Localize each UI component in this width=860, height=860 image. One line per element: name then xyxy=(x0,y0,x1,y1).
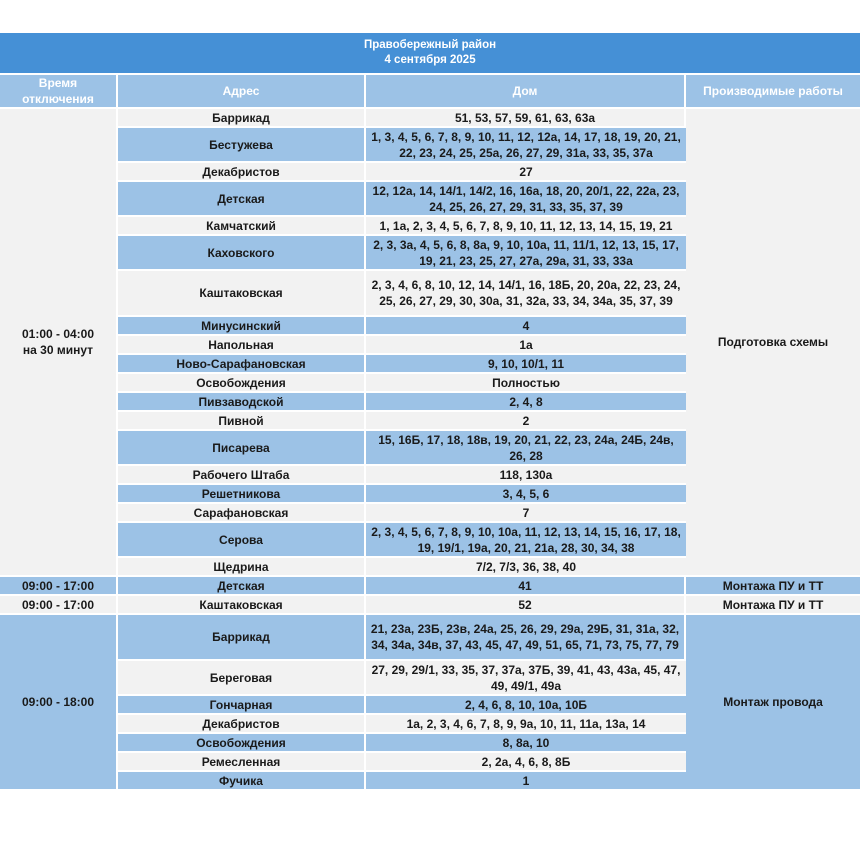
street-name: Ново-Сарафановская xyxy=(118,355,366,374)
street-name: Рабочего Штаба xyxy=(118,466,366,485)
house-numbers: 2, 4, 8 xyxy=(366,393,686,412)
house-numbers: 1, 3, 4, 5, 6, 7, 8, 9, 10, 11, 12, 12а, 14, 17, 18, 19, 20, 21, 22, 23, 24, 25, 25а, 26, 27, 29, 31а, 33, 35, 37а xyxy=(366,128,686,163)
house-numbers: 2, 3, 4, 6, 8, 10, 12, 14, 14/1, 16, 18Б, 20, 20а, 22, 23, 24, 25, 26, 27, 29, 30, 30а, 31, 32а, 33, 34, 34а, 35, 37, 39 xyxy=(366,271,686,317)
street-name: Береговая xyxy=(118,661,366,696)
street-name: Каштаковская xyxy=(118,596,366,615)
street-name: Камчатский xyxy=(118,217,366,236)
column-header-row xyxy=(0,75,860,109)
house-numbers: 1, 1а, 2, 3, 4, 5, 6, 7, 8, 9, 10, 11, 12, 13, 14, 15, 19, 21 xyxy=(366,217,686,236)
house-numbers: 1а, 2, 3, 4, 6, 7, 8, 9, 9а, 10, 11, 11а, 13а, 14 xyxy=(366,715,686,734)
house-numbers: 27 xyxy=(366,163,686,182)
work-description: Монтажа ПУ и ТТ xyxy=(686,596,860,615)
street-name: Бестужева xyxy=(118,128,366,163)
house-numbers: 51, 53, 57, 59, 61, 63, 63а xyxy=(366,109,686,128)
house-numbers: 21, 23а, 23Б, 23в, 24а, 25, 26, 29, 29а, 29Б, 31, 31а, 32, 34, 34а, 34в, 37, 43, 45, 47, 49, 51, 65, 71, 73, 75, 77, 79 xyxy=(366,615,686,661)
street-name: Детская xyxy=(118,577,366,596)
street-name: Фучика xyxy=(118,772,366,791)
outage-time-range: 09:00 - 18:00 xyxy=(21,695,95,709)
house-numbers: 2, 3, 4, 5, 6, 7, 8, 9, 10, 10а, 11, 12, 13, 14, 15, 16, 17, 18, 19, 19/1, 19а, 20, 21, 21а, 28, 30, 34, 38 xyxy=(366,523,686,558)
outage-time-range: 09:00 - 17:00 xyxy=(21,597,95,612)
house-numbers: 4 xyxy=(366,317,686,336)
house-numbers: 12, 12а, 14, 14/1, 14/2, 16, 16а, 18, 20, 20/1, 22, 22а, 23, 24, 25, 26, 27, 29, 31, 33, 35, 37, 39 xyxy=(366,182,686,217)
district-title: Правобережный район xyxy=(364,39,497,51)
outage-table xyxy=(0,33,860,791)
street-name: Освобождения xyxy=(118,734,366,753)
street-name: Баррикад xyxy=(118,109,366,128)
column-header-houses: Дом xyxy=(366,75,686,109)
house-numbers: 2, 2а, 4, 6, 8, 8Б xyxy=(366,753,686,772)
house-numbers: 2 xyxy=(366,412,686,431)
house-numbers: 2, 4, 6, 8, 10, 10а, 10Б xyxy=(366,696,686,715)
street-name: Освобождения xyxy=(118,374,366,393)
table-title-row xyxy=(0,33,860,75)
street-name: Писарева xyxy=(118,431,366,466)
work-description: Монтаж провода xyxy=(686,615,860,791)
house-numbers: 3, 4, 5, 6 xyxy=(366,485,686,504)
street-name: Пивзаводской xyxy=(118,393,366,412)
street-name: Детская xyxy=(118,182,366,217)
house-numbers: 2, 3, 3а, 4, 5, 6, 8, 8а, 9, 10, 10а, 11, 11/1, 12, 13, 15, 17, 19, 21, 23, 25, 27, 27а, 29а, 31, 33, 33а xyxy=(366,236,686,271)
house-numbers: 15, 16Б, 17, 18, 18в, 19, 20, 21, 22, 23, 24а, 24Б, 24в, 26, 28 xyxy=(366,431,686,466)
house-numbers: Полностью xyxy=(366,374,686,393)
house-numbers: 7/2, 7/3, 36, 38, 40 xyxy=(366,558,686,577)
street-name: Напольная xyxy=(118,336,366,355)
house-numbers: 8, 8а, 10 xyxy=(366,734,686,753)
outage-time-duration: на 30 минут xyxy=(22,343,94,357)
outage-time xyxy=(0,615,118,791)
column-header-address: Адрес xyxy=(118,75,366,109)
house-numbers: 1 xyxy=(366,772,686,791)
house-numbers: 1а xyxy=(366,336,686,355)
house-numbers: 118, 130а xyxy=(366,466,686,485)
street-name: Сарафановская xyxy=(118,504,366,523)
street-name: Минусинский xyxy=(118,317,366,336)
house-numbers: 7 xyxy=(366,504,686,523)
house-numbers: 27, 29, 29/1, 33, 35, 37, 37а, 37Б, 39, 41, 43, 43а, 45, 47, 49, 49/1, 49а xyxy=(366,661,686,696)
street-name: Пивной xyxy=(118,412,366,431)
house-numbers: 9, 10, 10/1, 11 xyxy=(366,355,686,374)
outage-time xyxy=(0,577,118,596)
house-numbers: 41 xyxy=(366,577,686,596)
street-name: Баррикад xyxy=(118,615,366,661)
table-row xyxy=(0,615,860,661)
table-row xyxy=(0,596,860,615)
table-row xyxy=(0,577,860,596)
work-description: Подготовка схемы xyxy=(686,109,860,577)
work-description: Монтажа ПУ и ТТ xyxy=(686,577,860,596)
street-name: Декабристов xyxy=(118,715,366,734)
column-header-time: Время отключения xyxy=(0,75,118,109)
outage-time-range: 01:00 - 04:00 xyxy=(21,327,95,341)
street-name: Ремесленная xyxy=(118,753,366,772)
outage-schedule xyxy=(0,33,860,791)
outage-time-range: 09:00 - 17:00 xyxy=(21,578,95,593)
house-numbers: 52 xyxy=(366,596,686,615)
schedule-date: 4 сентября 2025 xyxy=(384,54,476,66)
street-name: Каштаковская xyxy=(118,271,366,317)
outage-time xyxy=(0,596,118,615)
street-name: Декабристов xyxy=(118,163,366,182)
street-name: Щедрина xyxy=(118,558,366,577)
outage-time xyxy=(0,109,118,577)
street-name: Серова xyxy=(118,523,366,558)
table-title xyxy=(0,33,860,75)
table-row xyxy=(0,109,860,128)
street-name: Каховского xyxy=(118,236,366,271)
street-name: Гончарная xyxy=(118,696,366,715)
column-header-works: Производимые работы xyxy=(686,75,860,109)
street-name: Решетникова xyxy=(118,485,366,504)
